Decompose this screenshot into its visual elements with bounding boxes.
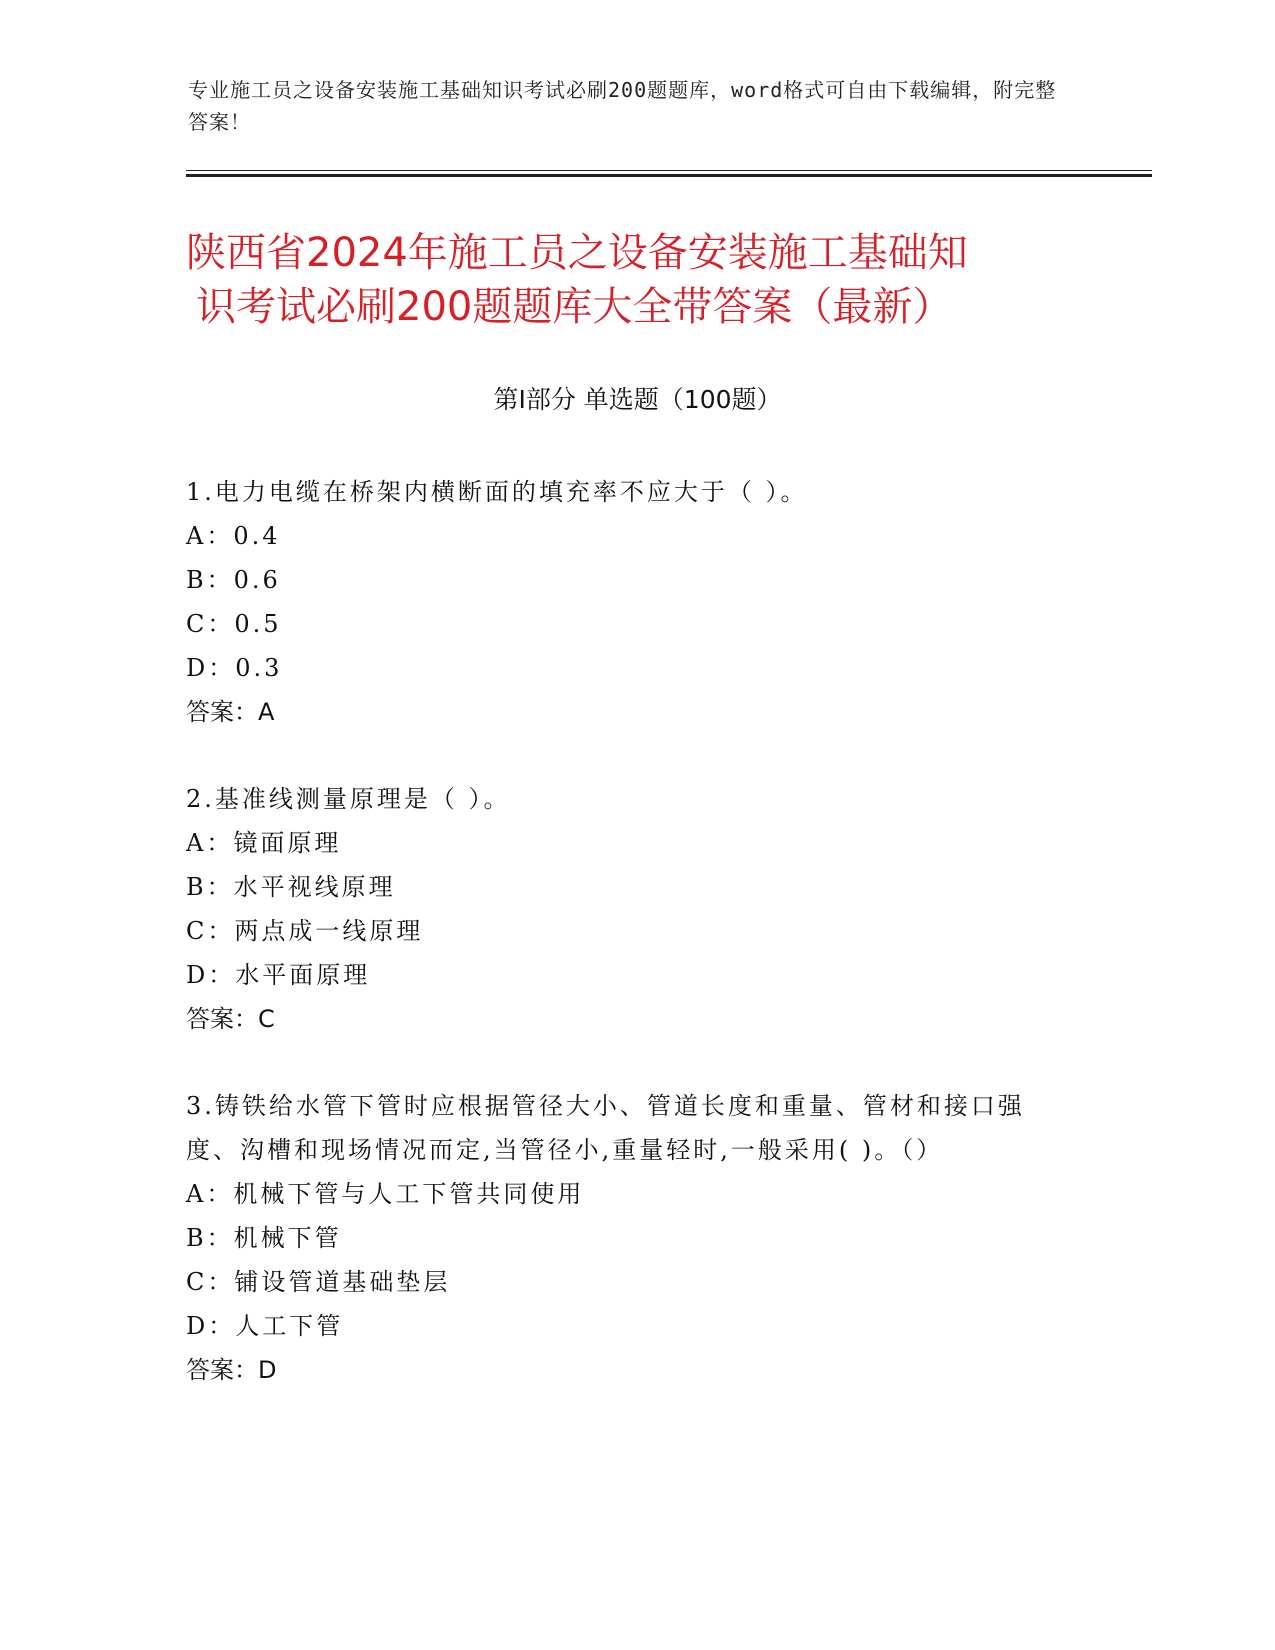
- option-d: D：0.3: [186, 654, 283, 682]
- question-stem: 3.铸铁给水管下管时应根据管径大小、管道长度和重量、管材和接口强度、沟槽和现场情况而定,当管径小,重量轻时,一般采用( )。（）: [186, 1092, 1025, 1164]
- question-stem: 1.电力电缆在桥架内横断面的填充率不应大于（ ）。: [186, 478, 808, 506]
- answer-label: 答案：A: [186, 698, 275, 726]
- document-title-line1: 陕西省2024年施工员之设备安装施工基础知: [186, 230, 968, 276]
- option-c: C：两点成一线原理: [186, 917, 424, 945]
- header-divider-thick: [186, 174, 1152, 177]
- answer-label: 答案：C: [186, 1005, 275, 1033]
- option-b: B：0.6: [186, 566, 281, 594]
- option-c: C：0.5: [186, 610, 282, 638]
- question-1: [186, 470, 1066, 734]
- section-heading: 第Ⅰ部分 单选题（100题）: [493, 385, 782, 414]
- option-d: D：人工下管: [186, 1312, 344, 1340]
- option-b: B：机械下管: [186, 1224, 342, 1252]
- option-d: D：水平面原理: [186, 961, 371, 989]
- option-c: C：铺设管道基础垫层: [186, 1268, 451, 1296]
- option-b: B：水平视线原理: [186, 873, 396, 901]
- answer-label: 答案：D: [186, 1356, 277, 1384]
- option-a: A：镜面原理: [186, 829, 342, 857]
- document-title-line2: 识考试必刷200题题库大全带答案（最新）: [196, 284, 953, 330]
- header-note: 专业施工员之设备安装施工基础知识考试必刷200题题库，word格式可自由下载编辑，附完整答案！: [188, 78, 1057, 134]
- option-a: A：机械下管与人工下管共同使用: [186, 1180, 585, 1208]
- question-3: [186, 1084, 1066, 1392]
- question-stem: 2.基准线测量原理是（ ）。: [186, 785, 511, 813]
- question-2: [186, 777, 1066, 1041]
- header-divider-thin: [186, 170, 1152, 171]
- option-a: A：0.4: [186, 522, 281, 550]
- document-title: [186, 226, 1106, 334]
- question-list: [186, 470, 1066, 1435]
